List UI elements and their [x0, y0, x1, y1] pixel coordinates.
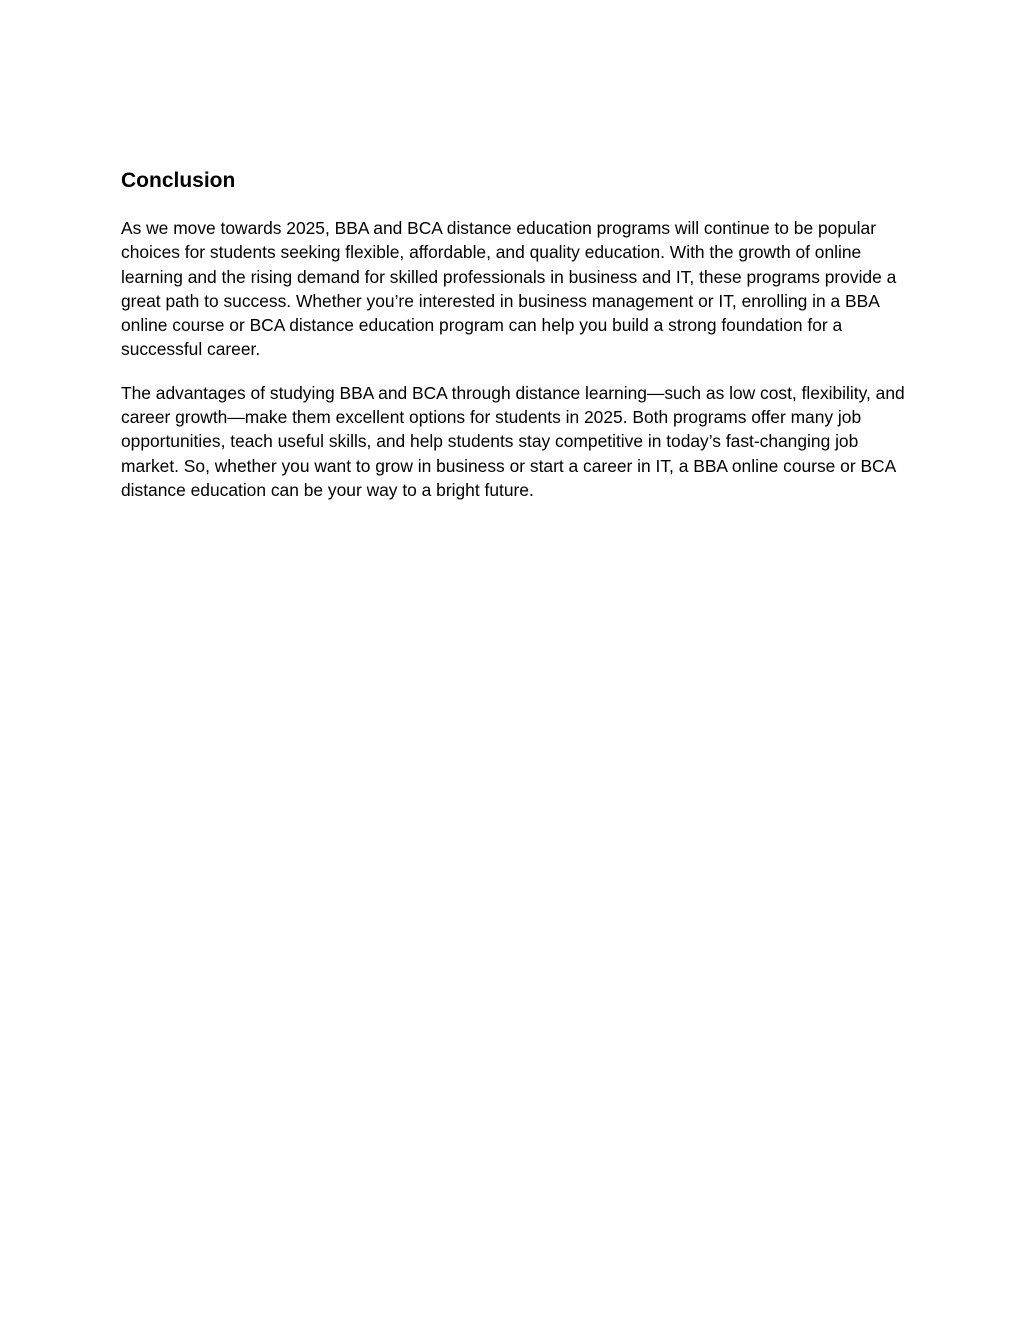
- section-heading: Conclusion: [121, 169, 236, 192]
- paragraph-2: The advantages of studying BBA and BCA through distance learning—such as low cost, flexibility, and career growth—make them excellent options for students in 2025. Both programs offer many job opportunities, teach useful skills, and help students stay competitive in today’s fast-changing job market. So, whether you want to grow in business or start a career in IT, a BBA online course or BCA distance education can be your way to a bright future.: [121, 382, 905, 500]
- paragraph-1: As we move towards 2025, BBA and BCA distance education programs will continue to be popular choices for students seeking flexible, affordable, and quality education. With the growth of online learning and the rising demand for skilled professionals in business and IT, these programs provide a great path to success. Whether you’re interested in business management or IT, enrolling in a BBA online course or BCA distance education program can help you build a strong foundation for a successful career.: [121, 218, 897, 360]
- document-page: [121, 167, 911, 521]
